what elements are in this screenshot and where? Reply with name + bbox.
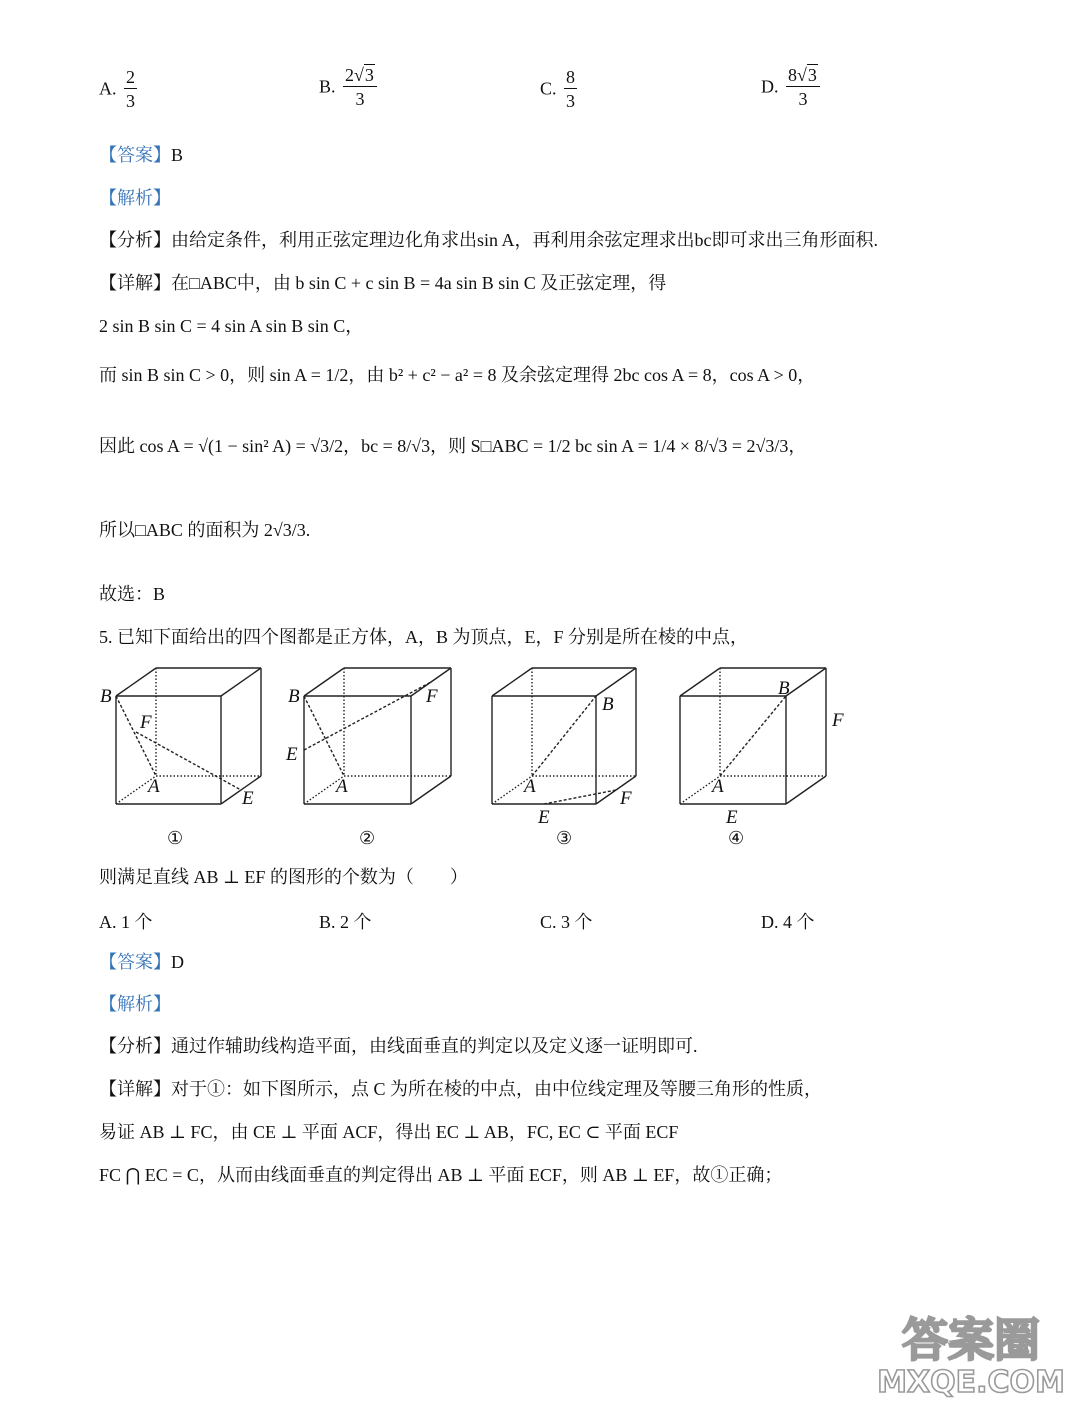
q4-detail-line2: 2 sin B sin C = 4 sin A sin B sin C，	[99, 316, 364, 336]
q4-detail-line4: 因此 cos A = √(1 − sin² A) = √3/2，bc = 8/√3，则 S□ABC = 1/2 bc sin A = 1/4 × 8/√3 = 2√3/3，	[99, 436, 807, 456]
q5-answer	[99, 950, 184, 974]
fraction: $\frac{2}{3}$	[126, 67, 135, 111]
cube-figures	[96, 660, 856, 856]
option-a	[99, 68, 140, 110]
jiexi-tag: 【解析】	[99, 994, 171, 1014]
fenxi-text: 通过作辅助线构造平面，由线面垂直的判定以及定义逐一证明即可.	[171, 1036, 698, 1056]
option-c	[540, 68, 580, 110]
q5-question: 则满足直线 AB ⊥ EF 的图形的个数为（ ）	[99, 867, 468, 887]
q4-detail-line1	[99, 271, 666, 295]
q5-detail-line3: FC ⋂ EC = C，从而由线面垂直的判定得出 AB ⊥ 平面 ECF，则 AB ⊥ EF，故①正确；	[99, 1165, 783, 1185]
q5-option-d: D. 4 个	[761, 912, 815, 932]
answer-value: D	[171, 952, 184, 972]
fenxi-tag: 【分析】	[99, 1036, 171, 1056]
q5-jiexi	[99, 992, 171, 1016]
figure-label-2: ②	[359, 828, 376, 849]
option-label: D.	[761, 76, 779, 97]
cube-figure-1	[116, 668, 261, 804]
q5-option-c: C. 3 个	[540, 912, 593, 932]
point-label-f-4: F	[832, 710, 844, 731]
q5-fenxi	[99, 1034, 698, 1058]
point-label-e-1: E	[242, 788, 254, 809]
point-label-e-4: E	[726, 807, 738, 828]
option-label: B.	[319, 76, 336, 97]
q5-detail-line2: 易证 AB ⊥ FC，由 CE ⊥ 平面 ACF，得出 EC ⊥ AB，FC, EC ⊂ 平面 ECF	[99, 1122, 679, 1142]
option-d	[761, 66, 823, 108]
detail-text: 在□ABC中，由 b sin C + c sin B = 4a sin B sin C 及正弦定理，得	[171, 273, 667, 293]
figure-label-4: ④	[728, 828, 745, 849]
q5-option-a: A. 1 个	[99, 912, 153, 932]
fraction: $\frac{2√3}{3}$	[343, 66, 377, 108]
cube-figure-3	[492, 668, 636, 804]
cube-figure-4	[680, 668, 826, 804]
answer-tag: 【答案】	[99, 145, 171, 165]
point-label-b-3: B	[602, 694, 614, 715]
q4-detail-line5: 所以□ABC 的面积为 2√3/3.	[99, 520, 311, 540]
xiangjie-tag: 【详解】	[99, 273, 171, 293]
watermark-site-text: MXQE.COM	[877, 1365, 1065, 1400]
point-label-f-3: F	[620, 788, 632, 809]
cube-figures-svg	[96, 660, 856, 856]
point-label-a-3: A	[524, 776, 536, 797]
option-b	[319, 66, 380, 108]
jiexi-tag: 【解析】	[99, 188, 171, 208]
fraction: $\frac{8}{3}$	[566, 67, 576, 111]
fenxi-tag: 【分析】	[99, 230, 171, 250]
figure-label-1: ①	[167, 828, 184, 849]
point-label-f-2: F	[426, 686, 438, 707]
q4-conclusion: 故选：B	[99, 584, 166, 604]
point-label-b-4: B	[778, 678, 790, 699]
point-label-e-3: E	[538, 807, 550, 828]
detail-text: 对于①：如下图所示，点 C 为所在棱的中点，由中位线定理及等腰三角形的性质，	[171, 1079, 823, 1099]
q5-stem: 5. 已知下面给出的四个图都是正方体，A，B 为顶点，E，F 分别是所在棱的中点，	[99, 627, 749, 647]
watermark	[876, 1304, 1066, 1405]
answer-tag: 【答案】	[99, 952, 171, 972]
point-label-b-2: B	[288, 686, 300, 707]
q4-detail-line3: 而 sin B sin C > 0，则 sin A = 1/2，由 b² + c² − a² = 8 及余弦定理得 2bc cos A = 8，cos A > 0，	[99, 365, 816, 385]
answer-value: B	[171, 145, 184, 165]
point-label-b-1: B	[100, 686, 112, 707]
option-label: C.	[540, 78, 557, 99]
option-label: A.	[99, 78, 117, 99]
q5-option-b: B. 2 个	[319, 912, 372, 932]
point-label-a-4: A	[712, 776, 724, 797]
q4-answer	[99, 143, 183, 167]
xiangjie-tag: 【详解】	[99, 1079, 171, 1099]
point-label-a-2: A	[336, 776, 348, 797]
q4-jiexi	[99, 186, 171, 210]
fenxi-text: 由给定条件，利用正弦定理边化角求出sin A，再利用余弦定理求出bc即可求出三角形面积.	[171, 230, 878, 250]
q5-detail-line1	[99, 1077, 822, 1101]
point-label-f-1: F	[140, 712, 152, 733]
fraction: $\frac{8√3}{3}$	[786, 66, 820, 108]
watermark-logo-icon	[876, 1304, 1066, 1400]
figure-label-3: ③	[556, 828, 573, 849]
watermark-logo-text: 答案圈	[902, 1313, 1040, 1367]
point-label-a-1: A	[148, 776, 160, 797]
q4-fenxi	[99, 228, 878, 252]
point-label-e-2: E	[286, 744, 298, 765]
